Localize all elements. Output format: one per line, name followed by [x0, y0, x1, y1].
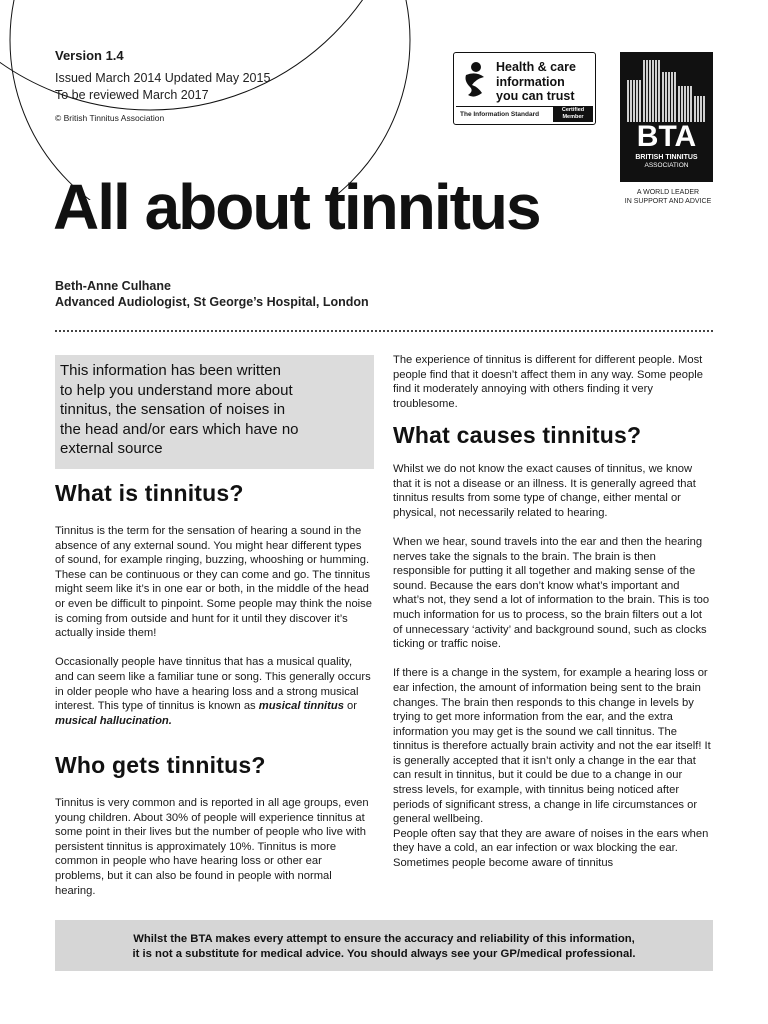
version-label: Version 1.4: [55, 48, 124, 63]
intro-line: external source: [60, 440, 163, 457]
disclaimer-line-1: Whilst the BTA makes every attempt to ensure the accuracy and reliability of this information,: [133, 933, 635, 945]
dotted-divider: [55, 330, 713, 332]
author-block: [55, 278, 369, 310]
what-causes-tinnitus-body: [393, 462, 713, 871]
intro-callout: [55, 355, 374, 469]
who-gets-tinnitus-body: [55, 796, 373, 913]
paragraph: If there is a change in the system, for example a hearing loss or ear infection, the amount of information being sent to the brain changes. The brain then responds to this change in levels by trying to get more information from the ear, and the extra information you may get is the sound we call tinnitus. The tinnitus is therefore actually brain activity and not the ear itself! It is generally accepted that it isn’t only a change in the ear that can result in tinnitus, but it could be due to a change in our stress levels, for example, with tinnitus being noticed after periods of significant stress, a change in life circumstances or general wellbeing.: [393, 667, 711, 826]
author-name: Beth-Anne Culhane: [55, 279, 171, 293]
disclaimer-line-2: it is not a substitute for medical advice. You should always see your GP/medical professional.: [132, 947, 636, 960]
bta-logo-text: BTA: [636, 120, 697, 153]
medical-disclaimer: [55, 920, 713, 971]
tagline-line-1: A WORLD LEADER: [636, 189, 700, 196]
bta-logo: [620, 52, 713, 182]
trust-badge-text: [496, 60, 576, 104]
text-span: Occasionally people have tinnitus that has a musical quality, and can seem like a familiar tune or song. This generally occurs in older people who have a hearing loss and a strong musical interest. This type of tinnitus is known as: [55, 656, 371, 713]
paragraph: People often say that they are aware of noises in the ears when they have a cold, an ear infection or wax blocking the ear. Sometimes people become aware of tinnitus: [393, 827, 709, 870]
paragraph: When we hear, sound travels into the ear and then the hearing nerves take the signals to the brain. The brain is then responsible for putting it all together and making sense of the sound. Because the ears don’t know what’s important and what’s not, they send a lot of information to the brain. This is too much information for us to process, so the brain filters out a lot of unnecessary ‘activity’ and background sound, such as clocks ticking or traffic noise.: [393, 535, 710, 651]
review-date: To be reviewed March 2017: [55, 88, 209, 102]
heading-what-is-tinnitus: What is tinnitus?: [55, 480, 244, 506]
author-role: Advanced Audiologist, St George’s Hospital, London: [55, 295, 369, 309]
heading-who-gets-tinnitus: Who gets tinnitus?: [55, 752, 266, 778]
intro-text: [60, 361, 364, 459]
copyright-notice: © British Tinnitus Association: [55, 113, 165, 123]
trust-line-2: information: [496, 74, 565, 89]
intro-line: the head and/or ears which have no: [60, 420, 299, 438]
experience-paragraph: [393, 353, 713, 426]
information-standard-label: The Information Standard: [460, 111, 540, 118]
paragraph: Tinnitus is the term for the sensation of hearing a sound in the absence of any external sound. You might hear different types of sound, for example ringing, buzzing, whooshing or humming. These can be continuous or they can come and go. The tinnitus might seem like it’s in one ear or both, in the middle of the head or even be difficult to pinpoint. Some people may think the noise is coming from outside and hunt for it until they discover it’s actually inside them!: [55, 525, 372, 640]
member-text: Member: [562, 114, 584, 120]
tagline-line-2: IN SUPPORT AND ADVICE: [624, 198, 712, 205]
trust-badge-footer: [456, 106, 593, 122]
trust-line-3: you can trust: [496, 89, 575, 103]
text-span: or: [343, 700, 357, 713]
certified-member-label: [553, 107, 593, 122]
certified-text: Certified: [561, 107, 585, 113]
intro-line: This information has been written: [60, 362, 281, 379]
bta-logo-subtitle-2: ASSOCIATION: [644, 162, 689, 169]
paragraph: Whilst we do not know the exact causes of tinnitus, we know that it is not a disease or an illness. It is generally agreed that tinnitus results from some type of change, either mental or physical, not necessarily related to hearing.: [393, 463, 696, 519]
paragraph: The experience of tinnitus is different for different people. Most people find that it doesn’t affect them in any way. Some people find it moderately annoying with others finding it very troublesome.: [393, 354, 703, 410]
information-standard-icon: [462, 61, 490, 101]
heading-what-causes-tinnitus: What causes tinnitus?: [393, 422, 642, 448]
intro-line: tinnitus, the sensation of noises in: [60, 401, 286, 418]
issue-dates: [55, 70, 270, 104]
paragraph: Tinnitus is very common and is reported in all age groups, even young children. About 30% of people will experience tinnitus at some point in their lives but the number of people who live with persistent tinnitus is approximately 10%. Tinnitus is more common in people who have hearing loss or other ear problems, but it can also be found in people with normal hearing.: [55, 797, 369, 897]
paragraph: [55, 655, 373, 728]
bta-logo-subtitle: BRITISH TINNITUS: [635, 154, 698, 161]
emphasis-musical-hallucination: musical hallucination.: [55, 714, 172, 727]
intro-line: to help you understand more about: [60, 381, 293, 399]
emphasis-musical-tinnitus: musical tinnitus: [258, 700, 344, 713]
what-is-tinnitus-body: [55, 524, 373, 743]
trust-line-1: Health & care: [496, 60, 576, 74]
bta-tagline: [608, 188, 728, 206]
sound-bars-icon: [627, 60, 706, 122]
issued-date: Issued March 2014 Updated May 2015: [55, 71, 271, 85]
page-title: All about tinnitus: [53, 171, 540, 243]
information-standard-badge: [453, 52, 596, 125]
